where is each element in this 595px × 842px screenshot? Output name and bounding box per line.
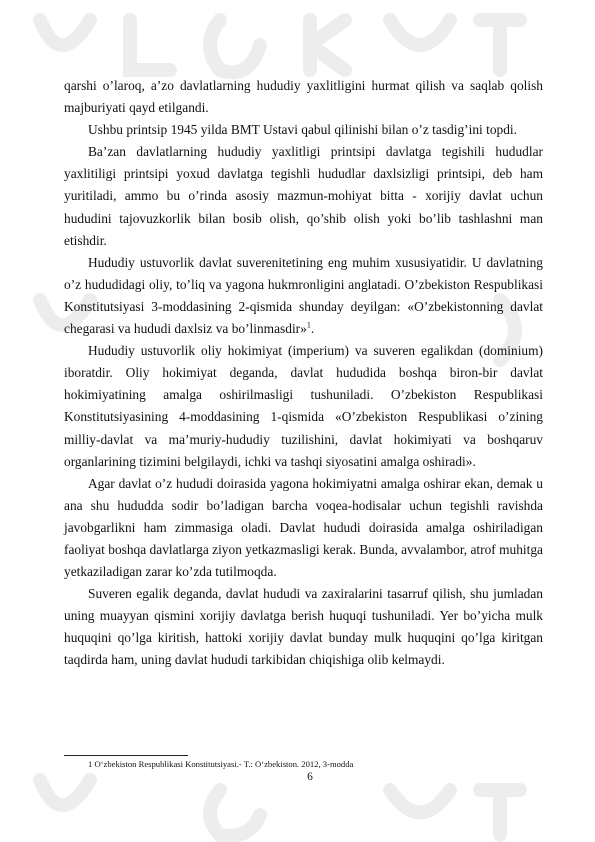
watermark-shape <box>210 20 260 72</box>
watermark-shape <box>480 790 520 835</box>
body-text <box>64 75 543 672</box>
paragraph: Suveren egalik deganda, davlat hududi va zaxiralarini tasarruf qilish, shu jumladan uning muayyan qismini xorijiy davlatga berish huquqi tushuniladi. Yer bo’yicha mulk huquqini qo’lga kiritish, hattoki xorijiy davlat bunday mulk huquqini qo’lga kiritgan taqdirda ham, uning davlat hududi tarkibidan chiqishiga olib kelmaydi. <box>64 586 543 668</box>
watermark-shape <box>480 20 520 70</box>
paragraph-text: Hududiy ustuvorlik davlat suverenitetining eng muhim xususiyatidir. U davlatning o’z hududidagi oliy, to’liq va yagona hukmronligini anglatadi. O’zbekiston Respublikasi Konstitutsiyasi 3-moddasining 2-qismida shunday deyilgan: «O’zbekistonning davlat chegarasi va hududi daxlsiz va bo’linmasdir» <box>64 254 543 337</box>
watermark-shape <box>130 20 170 70</box>
watermark-shape <box>310 20 345 70</box>
paragraph: Ba’zan davlatlarning hududiy yaxlitligi printsipi davlatga tegishili hududlar yaxlitiligi printsipi yoxud davlatga tegishli hududlar daxlsizligi printsipi, deb ham yuritiladi, ammo bu o’rinda asosiy mazmun-mohiyat bitta - xorijiy davlat uchun hududini tajovuzkorlik bilan bosib olish, qo’shib olish yoki bo’lib tashlashni man etishdir. <box>64 144 543 248</box>
paragraph-end-punctuation: . <box>310 321 315 337</box>
paragraph: Hududiy ustuvorlik oliy hokimiyat (imperium) va suveren egalikdan (dominium) iboratdir. Oliy hokimiyat deganda, davlat hududida boshqa biron-bir davlat hokimiyatining amalga oshirilmasligi tushuniladi. O’zbekiston Respublikasi Konstitutsiyasining 4-moddasining 1-qismida «O’zbekiston Respublikasi o’zining milliy-davlat va ma’muriy-hududiy tuzilishini, davlat hokimiyati va boshqaruv organlarining tizimini belgilaydi, ichki va tashqi siyosatini amalga oshiradi». <box>64 343 543 469</box>
watermark-shape <box>210 790 260 836</box>
paragraph: qarshi o’laroq, a’zo davlatlarning hududiy yaxlitligini hurmat qilish va saqlab qolish majburiyati qayd etilgandi. <box>64 78 543 116</box>
watermark-shape <box>40 780 90 805</box>
footnote-reference[interactable]: 1 <box>306 320 311 330</box>
page-number: 6 <box>307 771 313 783</box>
watermark-shape <box>390 20 450 45</box>
footnote: 1 O‘zbekiston Respublikasi Konstitutsiyasi.- T.: O‘zbekiston. 2012, 3-modda <box>88 759 354 769</box>
paragraph: Ushbu printsip 1945 yilda BMT Ustavi qabul qilinishi bilan o’z tasdig’ini topdi. <box>88 122 517 138</box>
watermark-shape <box>40 20 90 45</box>
footnote-divider <box>64 755 188 756</box>
watermark-shape <box>390 790 450 813</box>
paragraph <box>64 252 543 340</box>
paragraph: Agar davlat o’z hududi doirasida yagona hokimiyatni amalga oshirar ekan, demak u ana shu hududda sodir bo’ladigan barcha voqea-hodisalar uchun tegishli ravishda javobgarlikni ham zimmasiga oladi. Davlat hududi doirasida amalga oshiriladigan faoliyat boshqa davlatlarga ziyon yetkazmasligi kerak. Bunda, avvalambor, atrof muhitga yetkaziladigan zarar ko’zda tutilmoqda. <box>64 475 543 580</box>
